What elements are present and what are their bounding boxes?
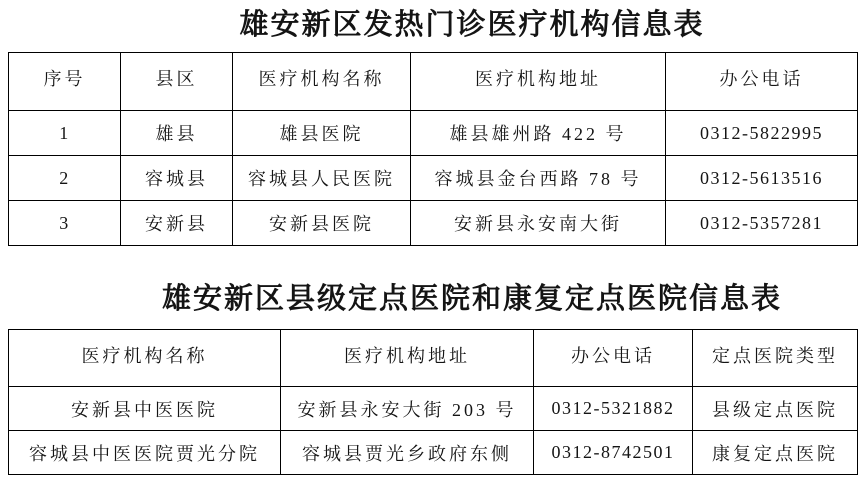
fever-table-header-row (9, 53, 858, 111)
designated-hospital-table (8, 329, 858, 475)
column-header-address: 医疗机构地址 (411, 53, 666, 111)
cell-seq: 2 (9, 156, 121, 201)
column-header-address: 医疗机构地址 (281, 330, 534, 387)
cell-phone: 0312-5321882 (534, 387, 693, 431)
document-page (0, 6, 866, 487)
cell-seq: 3 (9, 201, 121, 246)
cell-org-name: 容城县中医医院贾光分院 (9, 431, 281, 475)
cell-address: 容城县金台西路 78 号 (411, 156, 666, 201)
column-header-org-name: 医疗机构名称 (233, 53, 411, 111)
designated-table-title: 雄安新区县级定点医院和康复定点医院信息表 (161, 283, 782, 315)
cell-county: 容城县 (121, 156, 233, 201)
cell-phone: 0312-5357281 (666, 201, 858, 246)
column-header-phone: 办公电话 (666, 53, 858, 111)
fever-clinic-table (8, 52, 858, 246)
cell-county: 安新县 (121, 201, 233, 246)
cell-org-name: 雄县医院 (233, 111, 411, 156)
cell-org-name: 安新县医院 (233, 201, 411, 246)
column-header-seq: 序号 (9, 53, 121, 111)
cell-hospital-type: 康复定点医院 (693, 431, 858, 475)
fever-table-title: 雄安新区发热门诊医疗机构信息表 (239, 9, 705, 41)
table-row (9, 111, 858, 156)
designated-table-header-row (9, 330, 858, 387)
cell-county: 雄县 (121, 111, 233, 156)
cell-phone: 0312-8742501 (534, 431, 693, 475)
table-row (9, 431, 858, 475)
column-header-phone: 办公电话 (534, 330, 693, 387)
table-row (9, 156, 858, 201)
cell-address: 容城县贾光乡政府东侧 (281, 431, 534, 475)
cell-seq: 1 (9, 111, 121, 156)
cell-address: 安新县永安南大街 (411, 201, 666, 246)
column-header-hospital-type: 定点医院类型 (693, 330, 858, 387)
cell-org-name: 容城县人民医院 (233, 156, 411, 201)
table-row (9, 387, 858, 431)
cell-org-name: 安新县中医医院 (9, 387, 281, 431)
cell-phone: 0312-5613516 (666, 156, 858, 201)
table-row (9, 201, 858, 246)
column-header-org-name: 医疗机构名称 (9, 330, 281, 387)
cell-address: 安新县永安大街 203 号 (281, 387, 534, 431)
cell-phone: 0312-5822995 (666, 111, 858, 156)
cell-address: 雄县雄州路 422 号 (411, 111, 666, 156)
cell-hospital-type: 县级定点医院 (693, 387, 858, 431)
column-header-county: 县区 (121, 53, 233, 111)
